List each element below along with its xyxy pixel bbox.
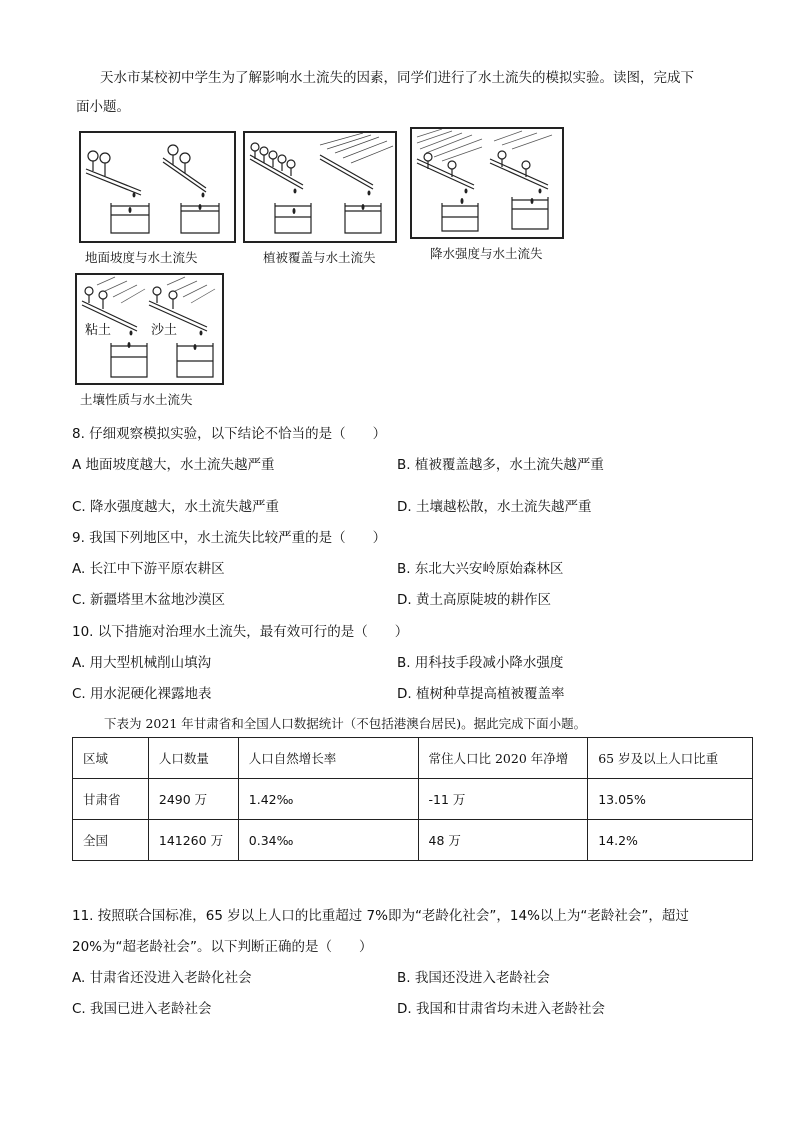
table-cell: 2490 万: [148, 779, 238, 820]
question-10-option-d: D. 植树种草提高植被覆盖率: [397, 686, 565, 702]
slope-experiment-drawing: [81, 133, 234, 241]
table-cell: -11 万: [418, 779, 588, 820]
question-9-option-b: B. 东北大兴安岭原始森林区: [397, 561, 564, 577]
rainfall-experiment-drawing: [412, 129, 562, 237]
question-10-option-b: B. 用科技手段减小降水强度: [397, 655, 564, 671]
table-cell: 13.05%: [588, 779, 753, 820]
table-cell: 141260 万: [148, 820, 238, 861]
table-cell: 0.34‰: [238, 820, 418, 861]
question-10-option-c: C. 用水泥硬化裸露地表: [72, 686, 212, 702]
figure-soil-caption: 土壤性质与水土流失: [80, 392, 193, 407]
figure-rainfall-caption: 降水强度与水土流失: [430, 246, 543, 261]
table-row: [73, 779, 753, 820]
question-9-option-c: C. 新疆塔里木盆地沙漠区: [72, 592, 226, 608]
table-cell: 14.2%: [588, 820, 753, 861]
intro-line-2: 面小题。: [76, 99, 130, 115]
intro-line-1: 天水市某校初中学生为了解影响水土流失的因素，同学们进行了水土流失的模拟实验。读图，完成下: [100, 70, 694, 86]
question-9-stem: 9. 我国下列地区中，水土流失比较严重的是（ ）: [72, 530, 387, 546]
question-10-stem: 10. 以下措施对治理水土流失，最有效可行的是（ ）: [72, 624, 409, 640]
table-cell: 全国: [73, 820, 149, 861]
figure-slope: [79, 131, 236, 243]
question-8-stem: 8. 仔细观察模拟实验，以下结论不恰当的是（ ）: [72, 426, 387, 442]
question-8-option-c: C. 降水强度越大，水土流失越严重: [72, 499, 280, 515]
figure-slope-caption: 地面坡度与水土流失: [85, 250, 198, 265]
table-intro: 下表为 2021 年甘肃省和全国人口数据统计（不包括港澳台居民)。据此完成下面小题。: [104, 716, 587, 731]
table-header-cell: 人口自然增长率: [238, 738, 418, 779]
table-header-cell: 65 岁及以上人口比重: [588, 738, 753, 779]
question-8-option-b: B. 植被覆盖越多，水土流失越严重: [397, 457, 604, 473]
table-row: [73, 820, 753, 861]
table-header-row: [73, 738, 753, 779]
soil-left-label: 粘土: [85, 323, 112, 338]
table-header-cell: 常住人口比 2020 年净增: [418, 738, 588, 779]
figure-vegetation: [243, 131, 397, 243]
table-cell: 甘肃省: [73, 779, 149, 820]
soil-right-label: 沙土: [151, 323, 178, 338]
table-header-cell: 人口数量: [148, 738, 238, 779]
question-8-option-d: D. 土壤越松散，水土流失越严重: [397, 499, 592, 515]
vegetation-experiment-drawing: [245, 133, 395, 241]
question-11-option-a: A. 甘肃省还没进入老龄化社会: [72, 970, 252, 986]
question-8-option-a: A 地面坡度越大，水土流失越严重: [72, 457, 275, 473]
question-11-stem-line-1: 11. 按照联合国标准，65 岁以上人口的比重超过 7%即为“老龄化社会”，14%以上为“老龄社会”，超过: [72, 908, 689, 924]
question-11-option-d: D. 我国和甘肃省均未进入老龄社会: [397, 1001, 605, 1017]
table-cell: 48 万: [418, 820, 588, 861]
question-10-option-a: A. 用大型机械削山填沟: [72, 655, 212, 671]
question-9-option-d: D. 黄土高原陡坡的耕作区: [397, 592, 551, 608]
question-11-option-b: B. 我国还没进入老龄社会: [397, 970, 550, 986]
table-cell: 1.42‰: [238, 779, 418, 820]
question-9-option-a: A. 长江中下游平原农耕区: [72, 561, 225, 577]
table-header-cell: 区域: [73, 738, 149, 779]
population-table: [72, 737, 753, 861]
question-11-option-c: C. 我国已进入老龄社会: [72, 1001, 212, 1017]
figure-soil: [75, 273, 224, 385]
question-11-stem-line-2: 20%为“超老龄社会”。以下判断正确的是（ ）: [72, 939, 373, 955]
figure-vegetation-caption: 植被覆盖与水土流失: [263, 250, 376, 265]
figure-rainfall: [410, 127, 564, 239]
